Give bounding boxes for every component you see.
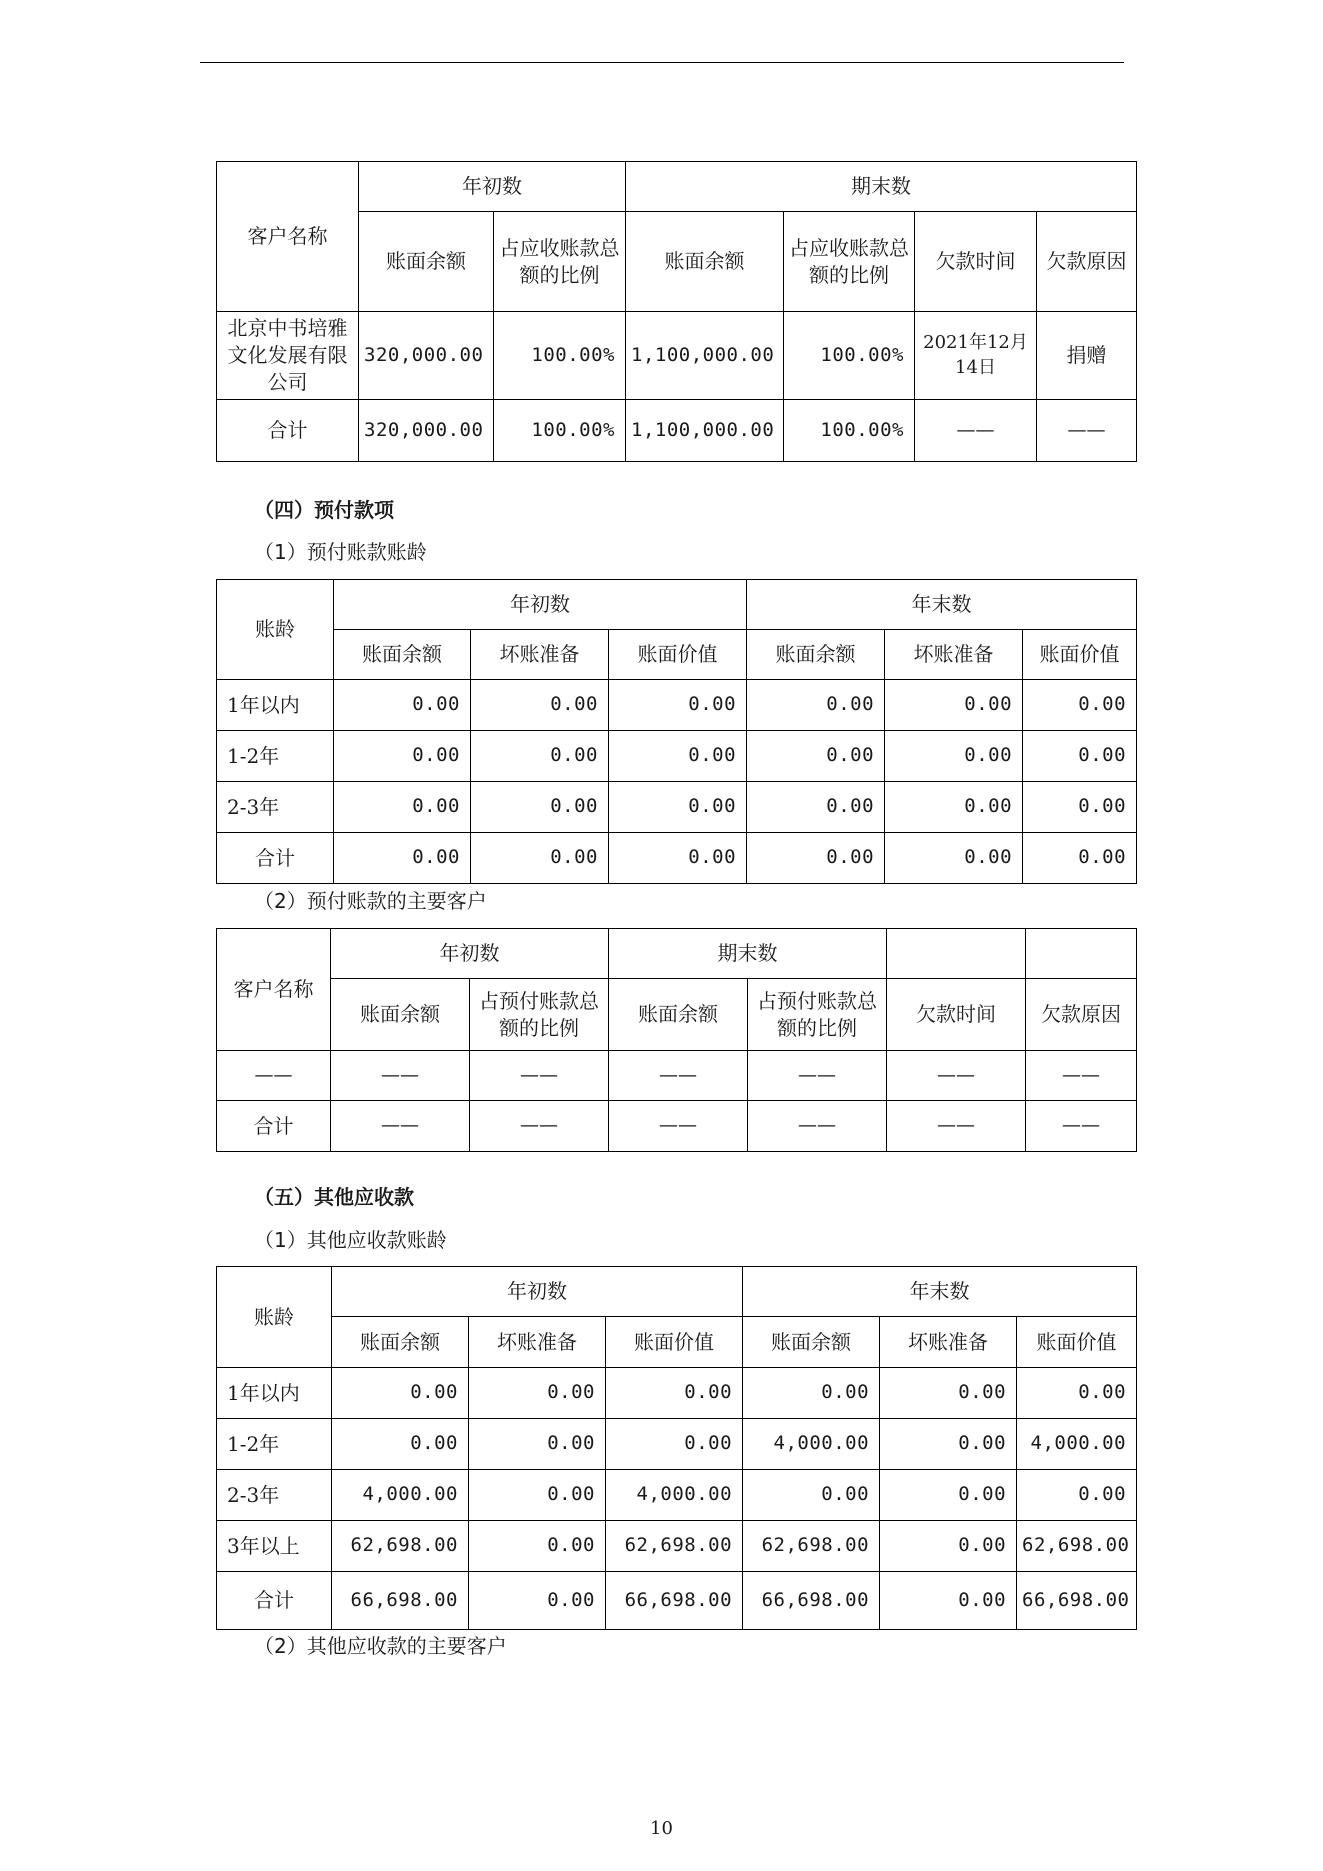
cell: 0.00 xyxy=(1023,731,1137,782)
arrears-reason: 捐赠 xyxy=(1037,312,1137,400)
total-label: 合计 xyxy=(217,1572,332,1630)
cell: 0.00 xyxy=(469,1521,606,1572)
header-period-end: 期末数 xyxy=(626,162,1137,212)
header-col: 坏账准备 xyxy=(880,1317,1017,1368)
table-row xyxy=(217,1051,1137,1101)
cell: 0.00 xyxy=(469,1368,606,1419)
cell: 0.00 xyxy=(1023,680,1137,731)
cell: 0.00 xyxy=(885,680,1023,731)
header-year-begin: 年初数 xyxy=(359,162,626,212)
cell: 4,000.00 xyxy=(743,1419,880,1470)
header-col: 账面余额 xyxy=(743,1317,880,1368)
cell: —— xyxy=(609,1051,748,1101)
row-label: —— xyxy=(217,1051,331,1101)
cell: 0.00 xyxy=(747,833,885,884)
cell: 0.00 xyxy=(880,1521,1017,1572)
cell: 0.00 xyxy=(747,782,885,833)
table-row xyxy=(217,731,1137,782)
header-arrears-reason: 欠款原因 xyxy=(1026,979,1137,1051)
section-5-title: （五）其他应收款 xyxy=(254,1185,414,1209)
header-aging: 账龄 xyxy=(217,580,334,680)
table-row-total xyxy=(217,1572,1137,1630)
cell: 0.00 xyxy=(606,1368,743,1419)
header-ratio-end: 占应收账款总额的比例 xyxy=(784,212,915,312)
cell: 66,698.00 xyxy=(743,1572,880,1630)
arrears-time: 2021年12月14日 xyxy=(915,312,1037,400)
aging-label: 1年以内 xyxy=(217,680,334,731)
end-ratio: 100.00% xyxy=(784,312,915,400)
cell: 0.00 xyxy=(609,782,747,833)
cell: 0.00 xyxy=(1023,782,1137,833)
header-ratio-end: 占预付账款总额的比例 xyxy=(748,979,887,1051)
header-year-begin: 年初数 xyxy=(332,1267,743,1317)
cell: —— xyxy=(1026,1051,1137,1101)
header-col: 坏账准备 xyxy=(471,630,609,680)
total-label: 合计 xyxy=(217,1101,331,1152)
prepaid-customers-table xyxy=(216,928,1136,1152)
cell: 0.00 xyxy=(885,833,1023,884)
cell: 0.00 xyxy=(334,833,471,884)
begin-ratio: 100.00% xyxy=(494,312,626,400)
cell: —— xyxy=(887,1101,1026,1152)
section-5-sub1: （1）其他应收款账龄 xyxy=(254,1228,447,1252)
header-year-end: 年末数 xyxy=(743,1267,1137,1317)
cell: —— xyxy=(887,1051,1026,1101)
cell: 0.00 xyxy=(606,1419,743,1470)
cell: —— xyxy=(748,1051,887,1101)
header-rule xyxy=(200,62,1124,63)
total-begin-balance: 320,000.00 xyxy=(359,400,494,462)
header-year-begin: 年初数 xyxy=(331,929,609,979)
cell: 0.00 xyxy=(885,782,1023,833)
total-end-balance: 1,100,000.00 xyxy=(626,400,784,462)
cell: 66,698.00 xyxy=(606,1572,743,1630)
header-col: 账面价值 xyxy=(609,630,747,680)
cell: 0.00 xyxy=(609,680,747,731)
aging-label: 2-3年 xyxy=(217,782,334,833)
aging-label: 1-2年 xyxy=(217,1419,332,1470)
header-col: 账面价值 xyxy=(606,1317,743,1368)
total-arrears-reason: —— xyxy=(1037,400,1137,462)
table-row xyxy=(217,1419,1137,1470)
header-col: 坏账准备 xyxy=(885,630,1023,680)
table-row xyxy=(217,680,1137,731)
total-label: 合计 xyxy=(217,833,334,884)
table-row-total xyxy=(217,1101,1137,1152)
cell: 4,000.00 xyxy=(1017,1419,1137,1470)
header-year-end: 年末数 xyxy=(747,580,1137,630)
cell: 66,698.00 xyxy=(1017,1572,1137,1630)
header-period-end: 期末数 xyxy=(609,929,887,979)
cell: 0.00 xyxy=(471,833,609,884)
page-number: 10 xyxy=(650,1818,673,1839)
header-blank xyxy=(1026,929,1137,979)
table-row xyxy=(217,1368,1137,1419)
header-blank xyxy=(887,929,1026,979)
header-aging: 账龄 xyxy=(217,1267,332,1368)
aging-label: 1-2年 xyxy=(217,731,334,782)
cell: —— xyxy=(331,1051,470,1101)
section-5-sub2: （2）其他应收款的主要客户 xyxy=(254,1634,507,1658)
cell: 62,698.00 xyxy=(332,1521,469,1572)
table-row xyxy=(217,312,1137,400)
cell: 0.00 xyxy=(880,1368,1017,1419)
cell: 0.00 xyxy=(469,1419,606,1470)
receivable-customers-table xyxy=(216,161,1136,462)
header-col: 坏账准备 xyxy=(469,1317,606,1368)
cell: 0.00 xyxy=(332,1419,469,1470)
header-book-balance: 账面余额 xyxy=(331,979,470,1051)
header-customer-name: 客户名称 xyxy=(217,162,359,312)
total-begin-ratio: 100.00% xyxy=(494,400,626,462)
cell: 0.00 xyxy=(471,731,609,782)
header-book-balance-end: 账面余额 xyxy=(609,979,748,1051)
cell: 0.00 xyxy=(1017,1368,1137,1419)
header-ratio: 占应收账款总额的比例 xyxy=(494,212,626,312)
customer-name: 北京中书培雅文化发展有限公司 xyxy=(217,312,359,400)
cell: 0.00 xyxy=(880,1419,1017,1470)
cell: 0.00 xyxy=(334,782,471,833)
cell: 0.00 xyxy=(747,680,885,731)
cell: 0.00 xyxy=(1017,1470,1137,1521)
cell: 62,698.00 xyxy=(743,1521,880,1572)
prepaid-aging-table xyxy=(216,579,1136,884)
header-col: 账面余额 xyxy=(332,1317,469,1368)
cell: 0.00 xyxy=(609,731,747,782)
header-book-balance: 账面余额 xyxy=(359,212,494,312)
section-4-title: （四）预付款项 xyxy=(254,498,394,522)
cell: 0.00 xyxy=(471,680,609,731)
table-row-total xyxy=(217,400,1137,462)
begin-balance: 320,000.00 xyxy=(359,312,494,400)
other-receivables-aging-table xyxy=(216,1266,1136,1630)
cell: 0.00 xyxy=(334,731,471,782)
cell: —— xyxy=(748,1101,887,1152)
aging-label: 1年以内 xyxy=(217,1368,332,1419)
cell: 0.00 xyxy=(1023,833,1137,884)
header-col: 账面余额 xyxy=(747,630,885,680)
cell: 0.00 xyxy=(469,1470,606,1521)
header-year-begin: 年初数 xyxy=(334,580,747,630)
section-4-sub2: （2）预付账款的主要客户 xyxy=(254,889,487,913)
header-ratio: 占预付账款总额的比例 xyxy=(470,979,609,1051)
section-4-sub1: （1）预付账款账龄 xyxy=(254,540,427,564)
header-customer-name: 客户名称 xyxy=(217,929,331,1051)
cell: 66,698.00 xyxy=(332,1572,469,1630)
total-label: 合计 xyxy=(217,400,359,462)
cell: 0.00 xyxy=(609,833,747,884)
table-row xyxy=(217,782,1137,833)
cell: 0.00 xyxy=(880,1470,1017,1521)
cell: 4,000.00 xyxy=(606,1470,743,1521)
cell: 62,698.00 xyxy=(606,1521,743,1572)
cell: —— xyxy=(331,1101,470,1152)
cell: 0.00 xyxy=(880,1572,1017,1630)
cell: 0.00 xyxy=(885,731,1023,782)
cell: —— xyxy=(470,1101,609,1152)
cell: —— xyxy=(470,1051,609,1101)
cell: 0.00 xyxy=(471,782,609,833)
cell: 0.00 xyxy=(747,731,885,782)
total-end-ratio: 100.00% xyxy=(784,400,915,462)
header-col: 账面价值 xyxy=(1017,1317,1137,1368)
cell: —— xyxy=(1026,1101,1137,1152)
end-balance: 1,100,000.00 xyxy=(626,312,784,400)
table-row-total xyxy=(217,833,1137,884)
header-arrears-time: 欠款时间 xyxy=(887,979,1026,1051)
header-arrears-reason: 欠款原因 xyxy=(1037,212,1137,312)
header-col: 账面价值 xyxy=(1023,630,1137,680)
header-arrears-time: 欠款时间 xyxy=(915,212,1037,312)
table-row xyxy=(217,1521,1137,1572)
cell: 0.00 xyxy=(332,1368,469,1419)
header-book-balance-end: 账面余额 xyxy=(626,212,784,312)
cell: 0.00 xyxy=(743,1368,880,1419)
cell: 0.00 xyxy=(334,680,471,731)
cell: 0.00 xyxy=(469,1572,606,1630)
table-row xyxy=(217,1470,1137,1521)
cell: 62,698.00 xyxy=(1017,1521,1137,1572)
cell: —— xyxy=(609,1101,748,1152)
cell: 4,000.00 xyxy=(332,1470,469,1521)
cell: 0.00 xyxy=(743,1470,880,1521)
header-col: 账面余额 xyxy=(334,630,471,680)
aging-label: 2-3年 xyxy=(217,1470,332,1521)
aging-label: 3年以上 xyxy=(217,1521,332,1572)
total-arrears-time: —— xyxy=(915,400,1037,462)
